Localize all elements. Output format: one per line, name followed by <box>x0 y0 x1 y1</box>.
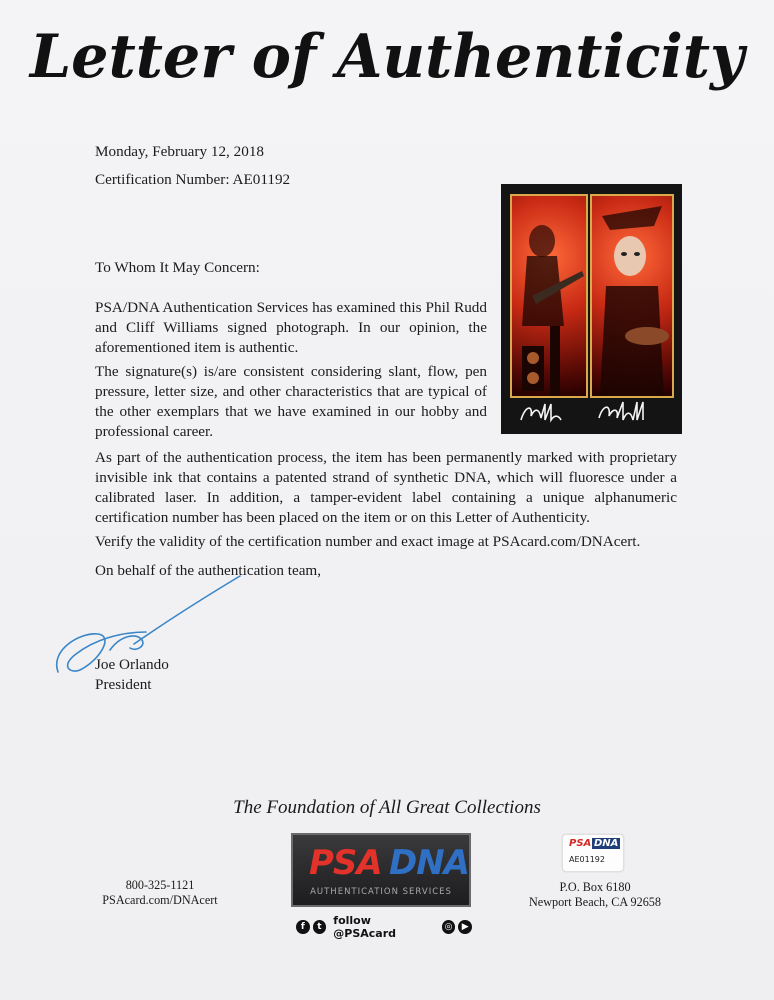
closing-line: On behalf of the authentication team, <box>95 562 322 579</box>
label-dna-text: DNA <box>594 838 619 849</box>
certification-label <box>562 834 624 872</box>
paragraph-signature-analysis: The signature(s) is/are consistent considering slant, flow, pen pressure, letter size, and other characteristics that are typical of the other exemplars that we have examined in our hobby and professional career. <box>95 363 487 440</box>
paragraph-examination: PSA/DNA Authentication Services has examined this Phil Rudd and Cliff Williams signed photograph. In our opinion, the aforementioned item is authentic. <box>95 299 487 356</box>
signed-photograph <box>501 184 682 434</box>
facebook-icon[interactable]: f <box>296 920 310 934</box>
po-box: P.O. Box 6180 <box>559 880 631 894</box>
certification-number: Certification Number: AE01192 <box>95 171 291 188</box>
label-psa-text: PSA <box>569 838 592 849</box>
signer-name: Joe Orlando <box>95 656 169 673</box>
paragraph-dna-process: As part of the authentication process, the item has been permanently marked with proprietary invisible ink that contains a patented strand of synthetic DNA, which will fluoresce under a calibrated laser. In addition, a tamper-evident label containing a unique alphanumeric certification number has been placed on the item or on this Letter of Authenticity. <box>95 449 677 526</box>
salutation: To Whom It May Concern: <box>95 259 260 276</box>
contact-address <box>520 880 670 910</box>
footer-tagline: The Foundation of All Great Collections <box>233 797 541 818</box>
phone-number: 800-325-1121 <box>125 878 195 892</box>
contact-phone-web <box>95 878 225 908</box>
photo-autographs-icon <box>511 398 671 428</box>
twitter-icon[interactable]: t <box>313 920 327 934</box>
social-links <box>296 914 472 940</box>
website-link[interactable]: PSAcard.com/DNAcert <box>102 893 218 907</box>
city-state-zip: Newport Beach, CA 92658 <box>528 895 661 909</box>
logo-dna-text: DNA <box>389 843 469 883</box>
guitarist-silhouette <box>512 196 586 396</box>
label-cert-number: AE01192 <box>569 855 605 864</box>
youtube-icon[interactable]: ▶ <box>458 920 472 934</box>
photo-left-panel <box>510 194 588 398</box>
drummer-silhouette <box>592 196 672 396</box>
letter-title: Letter of Authenticity <box>29 22 745 92</box>
photo-right-panel <box>590 194 674 398</box>
verify-instructions: Verify the validity of the certification number and exact image at PSAcard.com/DNAcert. <box>95 533 641 550</box>
psa-dna-logo <box>291 833 471 907</box>
logo-subtitle: AUTHENTICATION SERVICES <box>310 887 452 897</box>
logo-psa-text: PSA <box>309 843 382 883</box>
instagram-icon[interactable]: ◎ <box>442 920 456 934</box>
letter-date: Monday, February 12, 2018 <box>95 143 265 160</box>
signer-title: President <box>95 676 152 693</box>
social-handle[interactable]: follow @PSAcard <box>333 914 397 940</box>
